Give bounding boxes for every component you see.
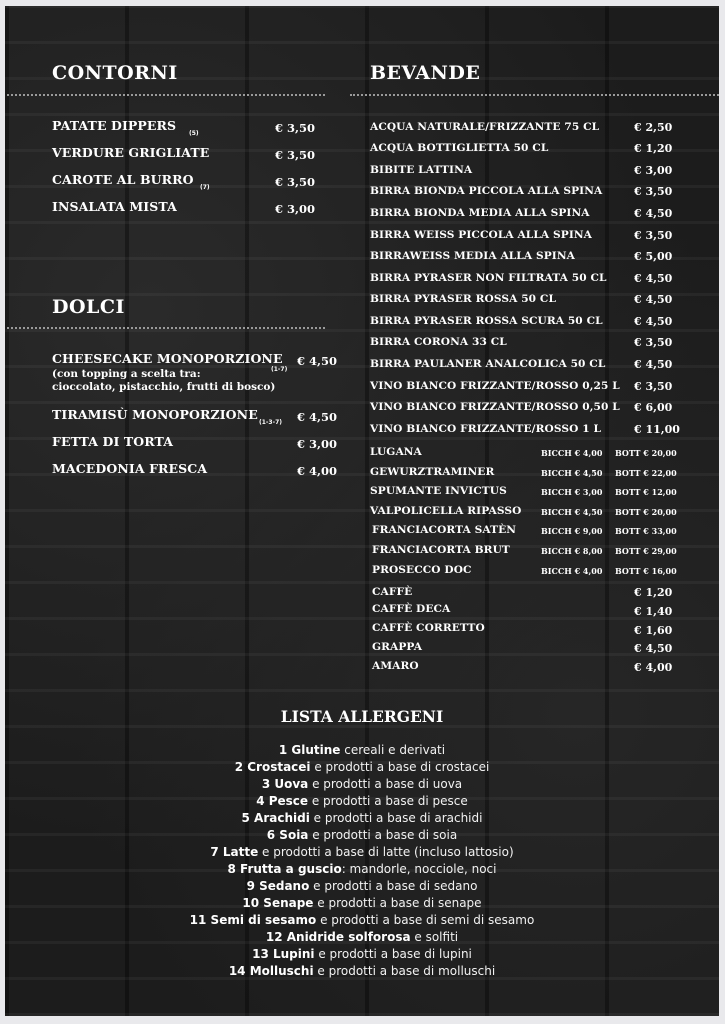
contorni-item-price: € 3,50 <box>275 121 316 135</box>
bevande-item-name: BIRRA BIONDA MEDIA ALLA SPINA <box>370 207 590 219</box>
allergen-name: 11 Semi di sesamo <box>189 913 317 927</box>
allergen-name: 14 Molluschi <box>228 964 314 978</box>
allergeni-title: LISTA ALLERGENI <box>280 707 444 726</box>
bevande-item-price: € 4,50 <box>634 315 673 328</box>
bevande-item-name: BIRRA BIONDA PICCOLA ALLA SPINA <box>370 185 603 197</box>
allergen-name: 9 Sedano <box>246 879 310 893</box>
contorni-item-name: INSALATA MISTA <box>52 199 177 214</box>
bevande-item-price: € 4,50 <box>634 207 673 220</box>
bevande-item-name: ACQUA NATURALE/FRIZZANTE 75 CL <box>370 121 600 133</box>
bevande-item-name: BIRRA PYRASER NON FILTRATA 50 CL <box>370 272 607 284</box>
bevande-item-name: BIRRA CORONA 33 CL <box>370 336 507 348</box>
allergen-line <box>5 964 719 978</box>
allergen-line <box>5 811 719 825</box>
allergen-line <box>5 760 719 774</box>
coffee-price: € 1,20 <box>634 586 673 599</box>
allergen-name: 1 Glutine <box>278 743 341 757</box>
allergen-line <box>5 862 719 876</box>
allergen-desc: : mandorle, nocciole, noci <box>341 862 497 876</box>
wine-name: PROSECCO DOC <box>372 564 472 576</box>
allergen-desc: cereali e derivati <box>340 743 446 757</box>
bevande-item-name: VINO BIANCO FRIZZANTE/ROSSO 0,50 L <box>370 401 620 413</box>
bevande-item-price: € 5,00 <box>634 250 673 263</box>
contorni-item-name: CAROTE AL BURRO <box>52 172 194 187</box>
bevande-item-name: BIBITE LATTINA <box>370 164 473 176</box>
coffee-price: € 1,40 <box>634 605 673 618</box>
bevande-item-price: € 3,50 <box>634 380 673 393</box>
wine-name: GEWURZTRAMINER <box>370 466 495 478</box>
contorni-item-allergen: (7) <box>200 184 210 191</box>
wine-glass-price: BICCH € 8,00 <box>541 546 603 556</box>
allergen-name: 2 Crostacei <box>234 760 311 774</box>
menu-page <box>5 6 719 1016</box>
allergen-line <box>5 794 719 808</box>
dolci-item-name: TIRAMISÙ MONOPORZIONE <box>52 407 258 422</box>
coffee-name: CAFFÈ DECA <box>372 603 451 615</box>
wine-glass-price: BICCH € 4,50 <box>541 507 603 517</box>
wine-glass-price: BICCH € 4,00 <box>541 566 603 576</box>
bevande-item-name: BIRRA WEISS PICCOLA ALLA SPINA <box>370 229 592 241</box>
wine-name: VALPOLICELLA RIPASSO <box>370 505 522 517</box>
bevande-divider <box>350 94 719 96</box>
wine-bottle-price: BOTT € 29,00 <box>615 546 677 556</box>
dolci-item-price: € 4,50 <box>297 354 338 368</box>
bevande-item-price: € 3,00 <box>634 164 673 177</box>
bevande-item-price: € 1,20 <box>634 142 673 155</box>
wine-glass-price: BICCH € 9,00 <box>541 526 603 536</box>
bevande-item-price: € 3,50 <box>634 229 673 242</box>
dolci-item-price: € 3,00 <box>297 437 338 451</box>
wine-name: SPUMANTE INVICTUS <box>370 485 507 497</box>
allergen-name: 13 Lupini <box>252 947 315 961</box>
dolci-title: DOLCI <box>52 296 125 318</box>
dolci-item-allergen: (1-7) <box>271 366 288 373</box>
contorni-item-price: € 3,50 <box>275 175 316 189</box>
contorni-item-price: € 3,50 <box>275 148 316 162</box>
wine-bottle-price: BOTT € 12,00 <box>615 487 677 497</box>
allergen-line <box>5 743 719 757</box>
bevande-item-price: € 4,50 <box>634 293 673 306</box>
wine-name: LUGANA <box>370 446 422 458</box>
bevande-item-price: € 11,00 <box>634 423 680 436</box>
allergen-name: 6 Soia <box>266 828 309 842</box>
allergen-line <box>5 947 719 961</box>
wine-bottle-price: BOTT € 22,00 <box>615 468 677 478</box>
allergen-name: 7 Latte <box>210 845 259 859</box>
bevande-item-price: € 4,50 <box>634 272 673 285</box>
wine-glass-price: BICCH € 4,50 <box>541 468 603 478</box>
bevande-item-name: ACQUA BOTTIGLIETTA 50 CL <box>370 142 549 154</box>
wine-glass-price: BICCH € 3,00 <box>541 487 603 497</box>
contorni-divider <box>7 94 325 96</box>
wine-bottle-price: BOTT € 20,00 <box>615 448 677 458</box>
wine-name: FRANCIACORTA SATÈN <box>372 524 517 536</box>
allergen-name: 10 Senape <box>242 896 314 910</box>
allergen-line <box>5 845 719 859</box>
contorni-item-name: PATATE DIPPERS <box>52 118 177 133</box>
allergen-line <box>5 777 719 791</box>
wine-bottle-price: BOTT € 16,00 <box>615 566 677 576</box>
bevande-item-price: € 3,50 <box>634 185 673 198</box>
allergen-desc: e solfiti <box>410 930 459 944</box>
allergen-desc: e prodotti a base di lupini <box>314 947 472 961</box>
coffee-price: € 4,00 <box>634 661 673 674</box>
allergen-name: 12 Anidride solforosa <box>265 930 411 944</box>
dolci-item-allergen: (1-3-7) <box>259 419 282 426</box>
allergen-desc: e prodotti a base di molluschi <box>313 964 496 978</box>
allergen-desc: e prodotti a base di uova <box>308 777 463 791</box>
wine-glass-price: BICCH € 4,00 <box>541 448 603 458</box>
bevande-item-name: BIRRA PAULANER ANALCOLICA 50 CL <box>370 358 606 370</box>
coffee-price: € 1,60 <box>634 624 673 637</box>
bevande-item-name: BIRRA PYRASER ROSSA SCURA 50 CL <box>370 315 603 327</box>
bevande-item-price: € 6,00 <box>634 401 673 414</box>
allergen-desc: e prodotti a base di sedano <box>309 879 478 893</box>
bevande-item-name: VINO BIANCO FRIZZANTE/ROSSO 1 L <box>370 423 602 435</box>
allergen-name: 5 Arachidi <box>241 811 310 825</box>
wine-bottle-price: BOTT € 20,00 <box>615 507 677 517</box>
allergen-name: 4 Pesce <box>256 794 309 808</box>
allergen-name: 8 Frutta a guscio <box>227 862 342 876</box>
dolci-item-name: FETTA DI TORTA <box>52 434 174 449</box>
dolci-item-note: cioccolato, pistacchio, frutti di bosco) <box>52 381 276 393</box>
allergen-line <box>5 930 719 944</box>
bevande-item-price: € 2,50 <box>634 121 673 134</box>
dolci-item-price: € 4,50 <box>297 410 338 424</box>
contorni-title: CONTORNI <box>52 62 178 84</box>
coffee-name: CAFFÈ <box>372 586 413 598</box>
bevande-item-name: VINO BIANCO FRIZZANTE/ROSSO 0,25 L <box>370 380 620 392</box>
allergen-desc: e prodotti a base di senape <box>313 896 482 910</box>
contorni-item-allergen: (5) <box>189 130 199 137</box>
contorni-item-price: € 3,00 <box>275 202 316 216</box>
allergen-desc: e prodotti a base di latte (incluso lattosio) <box>258 845 514 859</box>
bevande-item-price: € 3,50 <box>634 336 673 349</box>
allergen-desc: e prodotti a base di pesce <box>308 794 468 808</box>
coffee-name: CAFFÈ CORRETTO <box>372 622 485 634</box>
allergen-line <box>5 879 719 893</box>
allergen-desc: e prodotti a base di semi di sesamo <box>316 913 535 927</box>
bevande-item-name: BIRRAWEISS MEDIA ALLA SPINA <box>370 250 575 262</box>
allergen-line <box>5 828 719 842</box>
allergen-line <box>5 913 719 927</box>
allergen-desc: e prodotti a base di crostacei <box>310 760 490 774</box>
wine-name: FRANCIACORTA BRUT <box>372 544 510 556</box>
dolci-item-name: CHEESECAKE MONOPORZIONE <box>52 351 283 366</box>
bevande-item-name: BIRRA PYRASER ROSSA 50 CL <box>370 293 557 305</box>
coffee-name: GRAPPA <box>372 641 423 653</box>
dolci-item-note: (con topping a scelta tra: <box>52 368 201 380</box>
bevande-item-price: € 4,50 <box>634 358 673 371</box>
dolci-divider <box>7 327 325 329</box>
allergen-desc: e prodotti a base di arachidi <box>309 811 483 825</box>
dolci-item-name: MACEDONIA FRESCA <box>52 461 208 476</box>
coffee-price: € 4,50 <box>634 642 673 655</box>
allergen-line <box>5 896 719 910</box>
coffee-name: AMARO <box>372 660 419 672</box>
contorni-item-name: VERDURE GRIGLIATE <box>52 145 210 160</box>
bevande-title: BEVANDE <box>370 62 481 84</box>
allergen-desc: e prodotti a base di soia <box>308 828 458 842</box>
allergen-name: 3 Uova <box>261 777 309 791</box>
wine-bottle-price: BOTT € 33,00 <box>615 526 677 536</box>
dolci-item-price: € 4,00 <box>297 464 338 478</box>
